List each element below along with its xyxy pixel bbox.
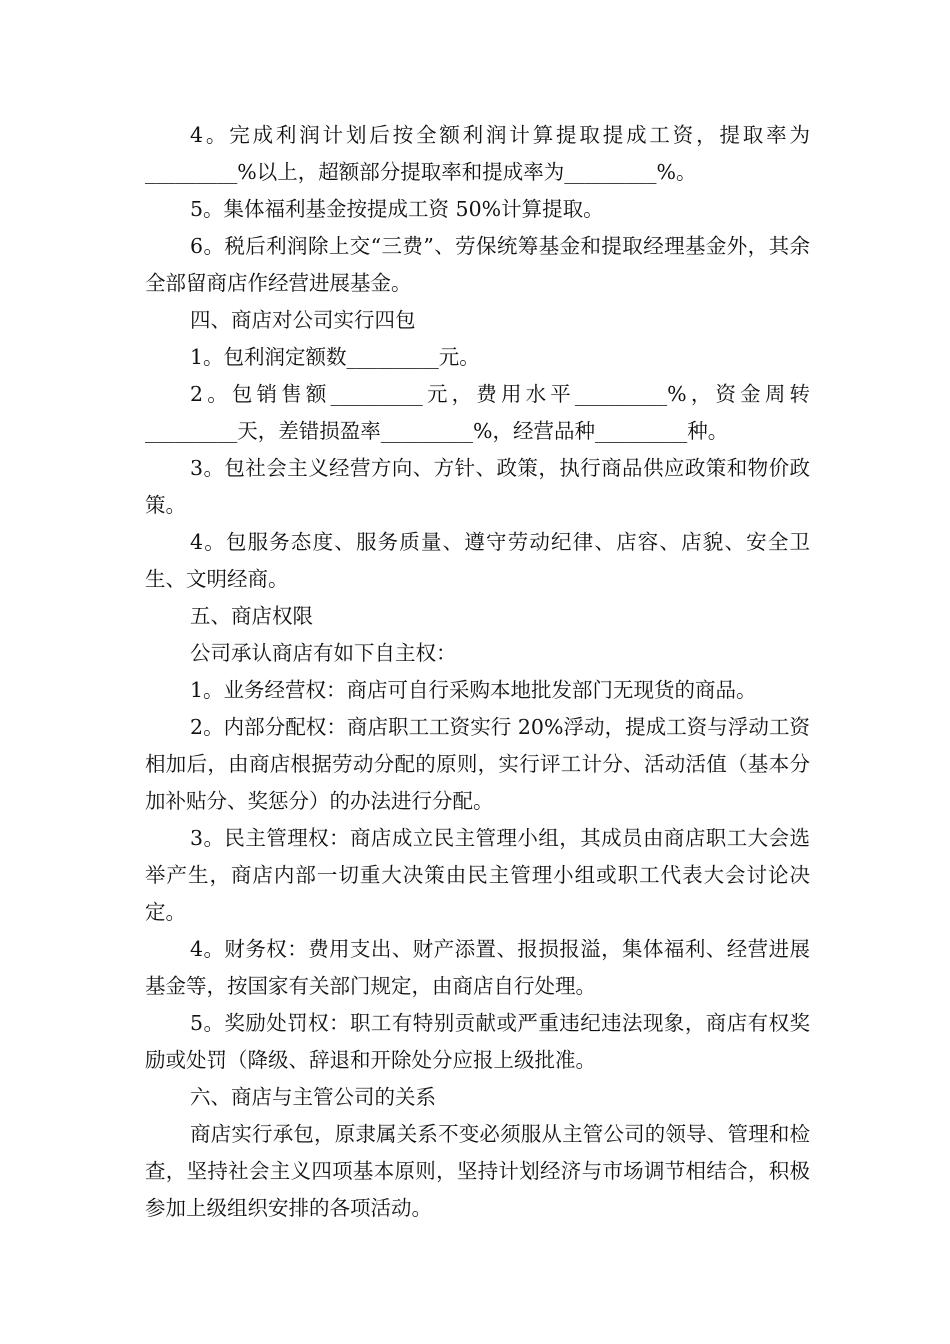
heading-text: 四、商店对公司实行四包 bbox=[190, 308, 416, 332]
paragraph-text: 公司承认商店有如下自主权： bbox=[190, 641, 457, 665]
paragraph-reward-punishment bbox=[145, 1005, 810, 1079]
paragraph-text: 1。包利润定额数_________元。 bbox=[190, 345, 480, 369]
paragraph-text: 4。财务权：费用支出、财产添置、报损报溢，集体福利、经营进展基金等，按国家有关部门规定，由商店自行处理。 bbox=[145, 937, 810, 998]
document-page bbox=[145, 117, 810, 1227]
paragraph-profit-commission bbox=[145, 117, 810, 191]
paragraph-authority-intro bbox=[145, 635, 810, 672]
section-heading-company-relation bbox=[145, 1079, 810, 1116]
paragraph-text: 4。包服务态度、服务质量、遵守劳动纪律、店容、店貌、安全卫生、文明经商。 bbox=[145, 530, 810, 591]
paragraph-financial-right bbox=[145, 931, 810, 1005]
paragraph-text: 4。完成利润计划后按全额利润计算提取提成工资，提取率为_________%以上，超额部分提取率和提成率为_________%。 bbox=[145, 123, 810, 184]
paragraph-democratic-management bbox=[145, 820, 810, 931]
section-heading-four-contracts bbox=[145, 302, 810, 339]
paragraph-text: 1。业务经营权：商店可自行采购本地批发部门无现货的商品。 bbox=[190, 678, 757, 702]
paragraph-text: 5。奖励处罚权：职工有特别贡献或严重违纪违法现象，商店有权奖励或处罚（降级、辞退和开除处分应报上级批准。 bbox=[145, 1011, 810, 1072]
paragraph-service-attitude bbox=[145, 524, 810, 598]
paragraph-text: 3。民主管理权：商店成立民主管理小组，其成员由商店职工大会选举产生，商店内部一切重大决策由民主管理小组或职工代表大会讨论决定。 bbox=[145, 826, 810, 924]
paragraph-profit-quota bbox=[145, 339, 810, 376]
paragraph-text: 3。包社会主义经营方向、方针、政策，执行商品供应政策和物价政策。 bbox=[145, 456, 810, 517]
paragraph-text: 2。内部分配权：商店职工工资实行 20%浮动，提成工资与浮动工资相加后，由商店根据劳动分配的原则，实行评工计分、活动活值（基本分加补贴分、奖惩分）的办法进行分配。 bbox=[145, 715, 810, 813]
paragraph-company-relation bbox=[145, 1116, 810, 1227]
paragraph-welfare-fund bbox=[145, 191, 810, 228]
paragraph-sales-quota bbox=[145, 376, 810, 450]
paragraph-text: 商店实行承包，原隶属关系不变必须服从主管公司的领导、管理和检查，坚持社会主义四项基本原则，坚持计划经济与市场调节相结合，积极参加上级组织安排的各项活动。 bbox=[145, 1122, 810, 1220]
paragraph-text: 5。集体福利基金按提成工资 50%计算提取。 bbox=[190, 197, 604, 221]
paragraph-business-direction bbox=[145, 450, 810, 524]
paragraph-business-right bbox=[145, 672, 810, 709]
paragraph-text: 6。税后利润除上交“三费”、劳保统筹基金和提取经理基金外，其余全部留商店作经营进展基金。 bbox=[145, 234, 810, 295]
heading-text: 六、商店与主管公司的关系 bbox=[190, 1085, 436, 1109]
heading-text: 五、商店权限 bbox=[190, 604, 313, 628]
section-heading-store-authority bbox=[145, 598, 810, 635]
paragraph-text: 2。包销售额_________元，费用水平_________%，资金周转_________天，差错损盈率_________%，经营品种_________种。 bbox=[145, 382, 810, 443]
paragraph-distribution-right bbox=[145, 709, 810, 820]
paragraph-after-tax-profit bbox=[145, 228, 810, 302]
